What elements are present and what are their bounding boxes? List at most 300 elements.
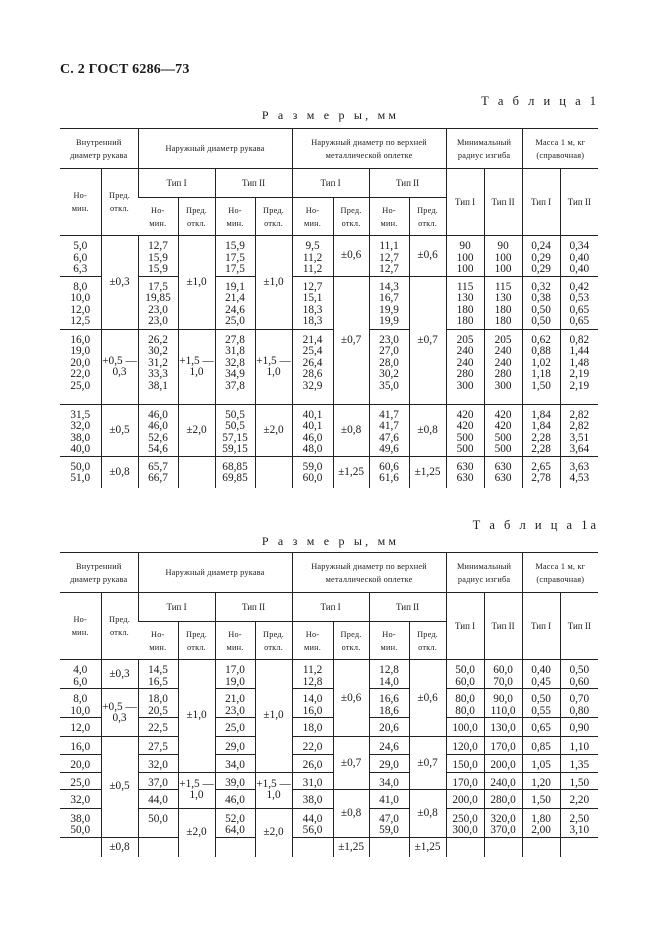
inner-diameter-nominal-value: 6,0 — [73, 251, 88, 264]
mass-type2-value: 0,40 — [569, 251, 590, 264]
braid-type2-deviation: ±0,8 — [409, 404, 446, 456]
bend-radius-type1-cell — [446, 404, 484, 456]
braid-type2-nominal-value: 27,0 — [379, 345, 399, 357]
bend-radius-type2-value: 100 — [494, 263, 512, 275]
bend-radius-type2-cell — [484, 790, 522, 809]
inner-diameter-deviation: ±0,5 — [101, 404, 138, 456]
outer-type2-nominal-cell — [215, 456, 255, 488]
mass-type2-cell — [560, 737, 598, 755]
outer-type1-nominal-value: 19,85 — [145, 292, 171, 304]
mass-type1-value: 2,28 — [531, 431, 551, 444]
outer-type2-nominal-value: 17,0 — [225, 664, 245, 676]
bend-radius-type2-cell — [484, 689, 522, 718]
inner-diameter-deviation: +0,5 —0,3 — [101, 689, 138, 737]
outer-type1-deviation: +1,5 —1,0 — [178, 329, 215, 404]
mass-type1-value: 1,05 — [531, 759, 551, 771]
bend-radius-type2-value: 115 — [494, 280, 512, 293]
mass-type1-cell — [522, 329, 560, 404]
outer-type2-nominal-cell — [215, 276, 255, 329]
braid-type1-nominal-cell — [292, 689, 333, 718]
mass-type1-value: 2,00 — [531, 824, 551, 836]
outer-type1-nominal-cell — [138, 404, 178, 456]
outer-type2-nominal-value: 27,8 — [225, 333, 245, 346]
bend-radius-type2-value: 630 — [494, 460, 512, 473]
braid-type2-nominal-value: 28,0 — [379, 356, 399, 369]
bend-radius-type1-value: 420 — [456, 420, 474, 432]
braid-type2-nominal-value: 47,6 — [379, 431, 399, 444]
bend-radius-type1-cell — [446, 456, 484, 488]
mass-type1-value: 0,55 — [531, 704, 551, 717]
bend-radius-type2-cell — [484, 808, 522, 837]
header-braid-type2-nominal: Но-мин. — [369, 198, 409, 236]
header-radius-type1: Тип I — [446, 169, 484, 236]
mass-type2-value: 2,50 — [569, 812, 590, 825]
header-radius-type2: Тип II — [484, 593, 522, 660]
mass-type2-cell — [560, 718, 598, 737]
outer-type1-deviation — [178, 456, 215, 488]
braid-type1-nominal-value: 26,4 — [302, 356, 323, 369]
mass-type1-cell — [522, 660, 560, 689]
bend-radius-type2-value: 130,0 — [490, 722, 516, 734]
outer-type2-nominal-value: 32,8 — [225, 356, 245, 369]
inner-diameter-nominal-cell — [60, 737, 101, 755]
outer-type2-nominal-value: 19,0 — [225, 675, 245, 688]
mass-type1-cell — [522, 772, 560, 790]
bend-radius-type2-value: 240 — [494, 345, 512, 357]
bend-radius-type1-value: 170,0 — [452, 776, 478, 789]
mass-type1-cell — [522, 737, 560, 755]
mass-type2-value: 2,82 — [569, 420, 590, 432]
braid-type2-nominal-cell — [369, 660, 409, 689]
outer-type2-nominal-value: 17,5 — [225, 251, 245, 264]
braid-type2-nominal-value: 23,0 — [379, 333, 399, 346]
header-inner-deviation: Пред. откл. — [101, 169, 138, 236]
outer-type1-nominal-value: 46,0 — [148, 408, 168, 421]
braid-type2-nominal-cell — [369, 276, 409, 329]
braid-type1-nominal-cell — [292, 755, 333, 773]
braid-type1-nominal-value: 46,0 — [302, 431, 323, 444]
outer-type1-nominal-value: 50,0 — [148, 812, 168, 825]
header-braid-type1-nominal: Но-мин. — [292, 622, 333, 660]
mass-type1-value: 0,24 — [531, 240, 551, 252]
inner-diameter-deviation: +0,5 —0,3 — [101, 329, 138, 404]
outer-type2-nominal-value: 64,0 — [225, 824, 245, 836]
mass-type1-value: 1,18 — [531, 368, 551, 380]
mass-type2-value: 4,53 — [569, 472, 590, 484]
bend-radius-type1-cell — [446, 755, 484, 773]
braid-type2-nominal-value: 19,9 — [379, 303, 399, 316]
header-outer-type1-deviation: Пред. откл. — [178, 198, 215, 236]
inner-diameter-nominal-value: 38,0 — [70, 812, 91, 825]
bend-radius-type2-cell — [484, 236, 522, 277]
braid-type2-nominal-cell — [369, 329, 409, 404]
header-braid-type2: Тип II — [369, 169, 446, 198]
braid-type1-nominal-value: 16,0 — [302, 704, 323, 717]
header-outer-type2-nominal: Но-мин. — [215, 622, 255, 660]
braid-type2-nominal-value: 14,3 — [379, 280, 399, 293]
mass-type2-value: 0,42 — [569, 280, 590, 293]
mass-type2-cell — [560, 236, 598, 277]
outer-type2-nominal-value: 25,0 — [225, 722, 245, 734]
braid-type1-nominal-cell — [292, 236, 333, 277]
header-braid-type2-deviation: Пред. откл. — [409, 198, 446, 236]
bend-radius-type1-cell — [446, 689, 484, 718]
outer-type2-nominal-cell — [215, 737, 255, 755]
table1a-caption: Р а з м е р ы, мм — [261, 534, 400, 548]
mass-type1-cell — [522, 276, 560, 329]
braid-type2-deviation: ±0,6 — [409, 236, 446, 277]
inner-diameter-nominal-value: 20,0 — [70, 759, 91, 771]
inner-diameter-nominal-value: 8,0 — [73, 693, 88, 705]
bend-radius-type1-value: 500 — [456, 431, 474, 444]
mass-type1-value: 1,02 — [531, 356, 551, 369]
outer-type2-nominal-cell — [215, 837, 255, 857]
header-outer-type1: Тип I — [138, 593, 215, 622]
bend-radius-type1-value: 180 — [456, 303, 474, 316]
braid-type2-nominal-value: 29,0 — [379, 759, 399, 771]
mass-type1-cell — [522, 790, 560, 809]
inner-diameter-nominal-value: 5,0 — [73, 240, 88, 252]
braid-type1-nominal-value: 56,0 — [302, 824, 323, 836]
inner-diameter-nominal-value: 40,0 — [70, 443, 91, 455]
outer-type2-nominal-cell — [215, 718, 255, 737]
outer-type2-nominal-value: 34,0 — [225, 759, 245, 771]
braid-type2-nominal-value: 59,0 — [379, 824, 399, 836]
inner-diameter-nominal-value: 22,0 — [70, 368, 91, 380]
bend-radius-type2-value: 500 — [494, 431, 512, 444]
inner-diameter-nominal-value: 50,0 — [70, 824, 91, 836]
bend-radius-type1-value: 205 — [456, 333, 474, 346]
braid-type2-nominal-cell — [369, 772, 409, 790]
mass-type2-value: 2,82 — [569, 408, 590, 421]
mass-type1-value: 0,29 — [531, 251, 551, 264]
bend-radius-type2-value: 370,0 — [490, 824, 516, 836]
braid-type2-nominal-value: 18,6 — [379, 704, 399, 717]
braid-type1-deviation: ±0,8 — [333, 404, 369, 456]
braid-type2-nominal-value: 24,6 — [379, 741, 399, 753]
header-inner-deviation: Пред. откл. — [101, 593, 138, 660]
outer-type2-deviation: ±1,0 — [255, 660, 292, 773]
inner-diameter-nominal-value: 25,0 — [70, 776, 91, 789]
header-outer-type1-deviation: Пред. откл. — [178, 622, 215, 660]
braid-type2-deviation: ±0,7 — [409, 737, 446, 790]
outer-type2-nominal-value: 31,8 — [225, 345, 245, 357]
bend-radius-type1-value: 115 — [456, 280, 474, 293]
inner-diameter-nominal-value: 12,5 — [70, 315, 91, 327]
braid-type1-nominal-value: 28,6 — [302, 368, 323, 380]
braid-type2-nominal-value: 34,0 — [379, 776, 399, 789]
mass-type2-value: 0,70 — [569, 693, 590, 705]
header-braid-type2: Тип II — [369, 593, 446, 622]
inner-diameter-nominal-value: 51,0 — [70, 472, 91, 484]
bend-radius-type1-value: 90 — [459, 240, 471, 252]
braid-type1-deviation: ±0,6 — [333, 660, 369, 737]
outer-type1-nominal-value: 54,6 — [148, 443, 168, 455]
page-header: С. 2 ГОСТ 6286—73 — [60, 62, 190, 77]
mass-type2-value: 0,90 — [569, 722, 590, 734]
mass-type1-value: 0,32 — [531, 280, 551, 293]
inner-diameter-nominal-cell — [60, 689, 101, 718]
mass-type2-cell — [560, 329, 598, 404]
header-inner-diameter: Внутренний диаметр рукава — [60, 553, 138, 593]
outer-type1-nominal-value: 26,2 — [148, 333, 168, 346]
bend-radius-type2-value: 130 — [494, 292, 512, 304]
braid-type1-nominal-value: 22,0 — [302, 741, 323, 753]
outer-type1-nominal-value: 32,0 — [148, 759, 168, 771]
outer-type2-deviation: ±1,0 — [255, 236, 292, 330]
inner-diameter-nominal-value: 20,0 — [70, 356, 91, 369]
inner-diameter-deviation: ±0,5 — [101, 737, 138, 838]
braid-type2-deviation: ±0,7 — [409, 276, 446, 404]
header-inner-nominal: Но-мин. — [60, 169, 101, 236]
header-mass: Масса 1 м, кг (справочная) — [522, 129, 598, 169]
outer-type2-nominal-cell — [215, 808, 255, 837]
mass-type1-value: 0,29 — [531, 263, 551, 275]
mass-type2-value: 0,65 — [569, 315, 590, 327]
mass-type1-cell — [522, 236, 560, 277]
header-outer-type2: Тип II — [215, 593, 292, 622]
outer-type2-nominal-value: 24,6 — [225, 303, 245, 316]
outer-type1-deviation: ±1,0 — [178, 660, 215, 773]
braid-type1-nominal-value: 40,1 — [302, 420, 323, 432]
outer-type2-deviation: ±2,0 — [255, 404, 292, 456]
braid-type2-nominal-value: 61,6 — [379, 472, 399, 484]
bend-radius-type2-value: 110,0 — [490, 704, 516, 717]
mass-type1-value: 2,65 — [531, 460, 551, 473]
header-braid-type2-nominal: Но-мин. — [369, 622, 409, 660]
bend-radius-type2-cell — [484, 329, 522, 404]
mass-type1-value: 1,50 — [531, 379, 551, 392]
mass-type2-value: 3,64 — [569, 443, 590, 455]
mass-type1-value: 1,20 — [531, 776, 551, 789]
outer-type1-nominal-value: 12,7 — [148, 240, 168, 252]
mass-type2-value: 1,35 — [569, 759, 590, 771]
outer-type2-nominal-value: 46,0 — [225, 794, 245, 806]
bend-radius-type1-value: 420 — [456, 408, 474, 421]
bend-radius-type1-value: 120,0 — [452, 741, 478, 753]
braid-type2-nominal-value: 30,2 — [379, 368, 399, 380]
mass-type2-value: 0,40 — [569, 263, 590, 275]
braid-type2-deviation: ±1,25 — [409, 456, 446, 488]
mass-type2-cell — [560, 456, 598, 488]
bend-radius-type2-cell — [484, 660, 522, 689]
outer-type2-deviation: ±2,0 — [255, 808, 292, 857]
inner-diameter-nominal-value: 19,0 — [70, 345, 91, 357]
braid-type2-nominal-value: 47,0 — [379, 812, 399, 825]
bend-radius-type2-value: 630 — [494, 472, 512, 484]
inner-diameter-nominal-cell — [60, 276, 101, 329]
braid-type1-nominal-cell — [292, 660, 333, 689]
bend-radius-type2-value: 240 — [494, 356, 512, 369]
bend-radius-type1-value: 200,0 — [452, 794, 478, 806]
bend-radius-type2-value: 240,0 — [490, 776, 516, 789]
braid-type2-nominal-value: 19,9 — [379, 315, 399, 327]
inner-diameter-nominal-value: 16,0 — [70, 741, 91, 753]
mass-type2-cell — [560, 772, 598, 790]
outer-type2-nominal-cell — [215, 755, 255, 773]
mass-type1-cell — [522, 404, 560, 456]
inner-diameter-nominal-cell — [60, 718, 101, 737]
bend-radius-type1-value: 180 — [456, 315, 474, 327]
braid-type1-nominal-cell — [292, 790, 333, 809]
braid-type2-nominal-value: 41,0 — [379, 794, 399, 806]
outer-type2-nominal-value: 21,4 — [225, 292, 245, 304]
bend-radius-type1-cell — [446, 772, 484, 790]
header-inner-diameter: Внутренний диаметр рукава — [60, 129, 138, 169]
bend-radius-type2-cell — [484, 276, 522, 329]
table1-caption: Р а з м е р ы, мм — [261, 108, 400, 122]
outer-type2-nominal-value: 17,5 — [225, 263, 245, 275]
mass-type2-value: 0,80 — [569, 704, 590, 717]
header-min-bend-radius: Минимальный радиус изгиба — [446, 553, 522, 593]
braid-type1-nominal-value: 31,0 — [302, 776, 323, 789]
mass-type2-value: 2,19 — [569, 379, 590, 392]
bend-radius-type1-cell — [446, 718, 484, 737]
inner-diameter-nominal-cell — [60, 329, 101, 404]
inner-diameter-deviation: ±0,3 — [101, 236, 138, 330]
braid-type1-nominal-value: 40,1 — [302, 408, 323, 421]
outer-type1-nominal-value: 38,1 — [148, 379, 168, 392]
header-outer-type2: Тип II — [215, 169, 292, 198]
braid-type2-nominal-value: 49,6 — [379, 443, 399, 455]
braid-type1-nominal-cell — [292, 404, 333, 456]
header-outer-diameter: Наружный диаметр рукава — [138, 129, 292, 169]
bend-radius-type2-value: 320,0 — [490, 812, 516, 825]
outer-type1-nominal-cell — [138, 276, 178, 329]
braid-type2-nominal-value: 11,1 — [379, 240, 399, 252]
bend-radius-type1-value: 100,0 — [452, 722, 478, 734]
braid-type2-nominal-value: 16,6 — [379, 693, 399, 705]
braid-type1-nominal-value: 60,0 — [302, 472, 323, 484]
mass-type1-value: 2,78 — [531, 472, 551, 484]
outer-type2-nominal-value: 25,0 — [225, 315, 245, 327]
bend-radius-type2-value: 500 — [494, 443, 512, 455]
outer-type2-deviation: +1,5 —1,0 — [255, 772, 292, 808]
bend-radius-type1-cell — [446, 737, 484, 755]
braid-type1-deviation: ±0,7 — [333, 276, 369, 404]
bend-radius-type2-cell — [484, 772, 522, 790]
outer-type1-nominal-cell — [138, 755, 178, 773]
braid-type1-nominal-cell — [292, 837, 333, 857]
inner-diameter-nominal-value: 12,0 — [70, 722, 91, 734]
bend-radius-type1-value: 300 — [456, 379, 474, 392]
outer-type2-nominal-cell — [215, 660, 255, 689]
mass-type2-value: 0,34 — [569, 240, 590, 252]
outer-type2-nominal-value: 59,15 — [222, 443, 248, 455]
mass-type1-cell — [522, 837, 560, 857]
outer-type1-nominal-cell — [138, 329, 178, 404]
braid-type1-nominal-cell — [292, 329, 333, 404]
outer-type1-nominal-value: 44,0 — [148, 794, 168, 806]
mass-type1-value: 0,85 — [531, 741, 551, 753]
bend-radius-type1-value: 240 — [456, 356, 474, 369]
braid-type1-nominal-value: 12,8 — [302, 675, 323, 688]
header-braid-type2-deviation: Пред. откл. — [409, 622, 446, 660]
mass-type2-value: 1,48 — [569, 356, 590, 369]
header-braid-type1: Тип I — [292, 169, 369, 198]
bend-radius-type1-cell — [446, 837, 484, 857]
mass-type2-cell — [560, 790, 598, 809]
outer-type1-nominal-value: 31,2 — [148, 356, 168, 369]
braid-type1-nominal-cell — [292, 737, 333, 755]
bend-radius-type1-value: 240 — [456, 345, 474, 357]
outer-type1-nominal-cell — [138, 236, 178, 277]
header-mass-type2: Тип II — [560, 593, 598, 660]
mass-type2-value: 0,60 — [569, 675, 590, 688]
bend-radius-type2-value: 180 — [494, 303, 512, 316]
bend-radius-type2-cell — [484, 755, 522, 773]
outer-type1-nominal-cell — [138, 837, 178, 857]
bend-radius-type2-cell — [484, 737, 522, 755]
mass-type2-value: 2,19 — [569, 368, 590, 380]
header-radius-type1: Тип I — [446, 593, 484, 660]
mass-type1-value: 0,62 — [531, 333, 551, 346]
outer-type2-nominal-cell — [215, 790, 255, 809]
braid-type1-deviation: ±0,8 — [333, 790, 369, 838]
bend-radius-type2-value: 60,0 — [493, 664, 513, 676]
bend-radius-type1-cell — [446, 329, 484, 404]
inner-diameter-nominal-value: 50,0 — [70, 460, 91, 473]
bend-radius-type1-value: 100 — [456, 263, 474, 275]
braid-type2-nominal-value: 41,7 — [379, 420, 399, 432]
outer-type1-nominal-value: 16,5 — [148, 675, 168, 688]
inner-diameter-nominal-cell — [60, 404, 101, 456]
bend-radius-type1-cell — [446, 808, 484, 837]
outer-type1-nominal-value: 14,5 — [148, 664, 168, 676]
mass-type1-value: 0,50 — [531, 693, 551, 705]
outer-type1-nominal-value: 65,7 — [148, 460, 168, 473]
braid-type1-nominal-value: 15,1 — [302, 292, 323, 304]
outer-type1-nominal-cell — [138, 660, 178, 689]
bend-radius-type1-cell — [446, 276, 484, 329]
header-outer-type2-nominal: Но-мин. — [215, 198, 255, 236]
header-outer-type1-nominal: Но-мин. — [138, 622, 178, 660]
outer-type2-nominal-value: 37,8 — [225, 379, 245, 392]
header-braid-type1-nominal: Но-мин. — [292, 198, 333, 236]
mass-type2-value: 1,44 — [569, 345, 590, 357]
outer-type1-nominal-cell — [138, 689, 178, 718]
braid-type1-nominal-value: 14,0 — [302, 693, 323, 705]
outer-type1-nominal-value: 52,6 — [148, 431, 168, 444]
outer-type1-nominal-value: 23,0 — [148, 303, 168, 316]
mass-type1-value: 2,28 — [531, 443, 551, 455]
braid-type2-nominal-cell — [369, 236, 409, 277]
braid-type1-nominal-value: 48,0 — [302, 443, 323, 455]
braid-type2-nominal-value: 41,7 — [379, 408, 399, 421]
outer-type2-nominal-value: 68,85 — [222, 460, 248, 473]
mass-type2-cell — [560, 276, 598, 329]
header-outer-diameter: Наружный диаметр рукава — [138, 553, 292, 593]
table1a-dimensions — [60, 552, 598, 857]
mass-type1-value: 0,40 — [531, 664, 551, 676]
outer-type2-nominal-cell — [215, 236, 255, 277]
braid-type1-nominal-value: 12,7 — [302, 280, 323, 293]
outer-type1-nominal-cell — [138, 790, 178, 809]
bend-radius-type1-value: 60,0 — [455, 675, 475, 688]
braid-type2-nominal-value: 20,6 — [379, 722, 399, 734]
inner-diameter-nominal-value: 25,0 — [70, 379, 91, 392]
braid-type2-nominal-cell — [369, 456, 409, 488]
mass-type2-cell — [560, 404, 598, 456]
braid-type1-nominal-value: 59,0 — [302, 460, 323, 473]
inner-diameter-nominal-value: 10,0 — [70, 292, 91, 304]
outer-type1-nominal-value: 17,5 — [148, 280, 168, 293]
mass-type1-value: 1,84 — [531, 408, 551, 421]
braid-type1-nominal-value: 21,4 — [302, 333, 323, 346]
inner-diameter-nominal-cell — [60, 808, 101, 837]
header-radius-type2: Тип II — [484, 169, 522, 236]
inner-diameter-nominal-cell — [60, 236, 101, 277]
